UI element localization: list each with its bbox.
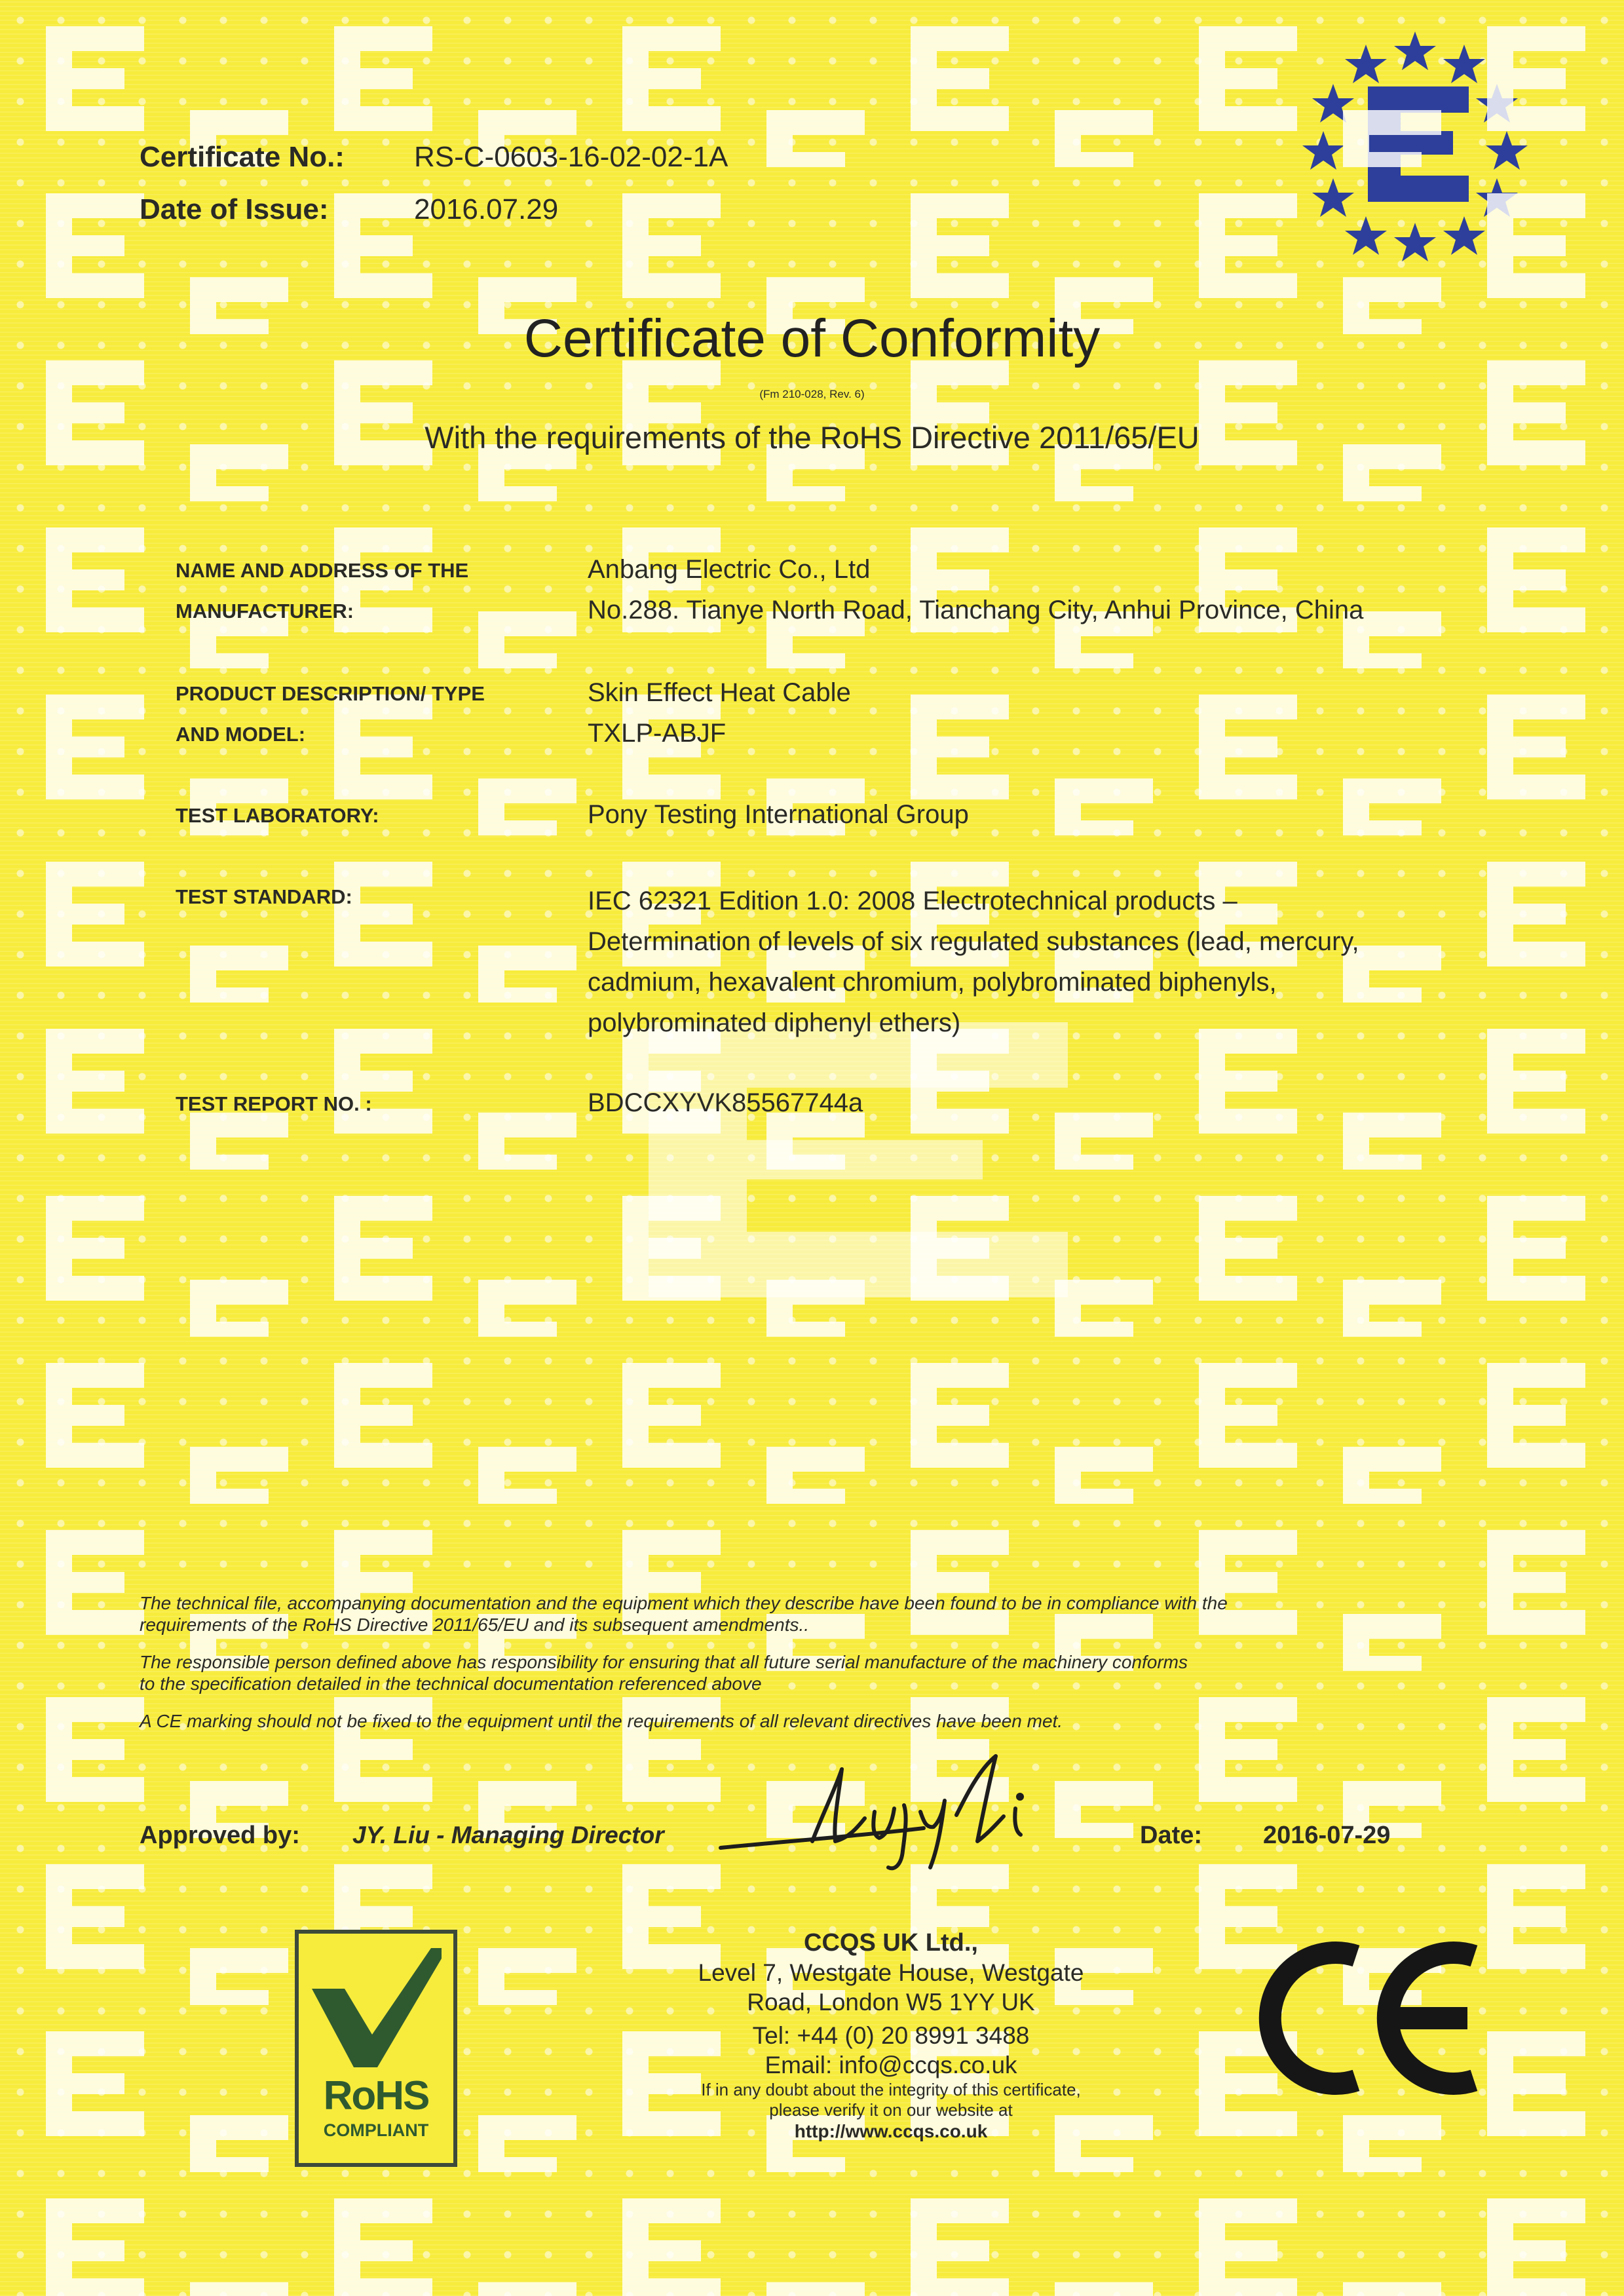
rohs-compliant-badge	[295, 1930, 457, 2167]
product-label-line: PRODUCT DESCRIPTION/ TYPE	[176, 682, 485, 705]
compliance-statement	[140, 1592, 1502, 1636]
certificate-no-value: RS-C-0603-16-02-02-1A	[414, 141, 728, 173]
statement-line: requirements of the RoHS Directive 2011/65/EU and its subsequent amendments..	[140, 1615, 810, 1635]
page-title: Certificate of Conformity	[523, 309, 1101, 368]
product-label	[176, 674, 542, 755]
statement-line: A CE marking should not be fixed to the equipment until the requirements of all relevant directives have been met.	[140, 1711, 1063, 1731]
manufacturer-label-line: MANUFACTURER:	[176, 600, 354, 622]
rohs-compliant-text: COMPLIANT	[323, 2120, 429, 2140]
checkmark-icon	[307, 1943, 445, 2074]
approval-date-value: 2016-07-29	[1263, 1822, 1391, 1849]
test-standard-line: IEC 62321 Edition 1.0: 2008 Electrotechnical products –	[588, 887, 1237, 915]
manufacturer-value	[588, 549, 1518, 630]
ce-mark-icon	[1258, 1936, 1487, 2100]
approver-name: JY. Liu - Managing Director	[352, 1822, 664, 1848]
product-description: Skin Effect Heat Cable	[588, 678, 851, 707]
issuer-address-line: Road, London W5 1YY UK	[747, 1989, 1035, 2016]
ce-marking-statement	[140, 1710, 1502, 1732]
statement-line: The responsible person defined above has responsibility for ensuring that all future serial manufacture of the machinery conforms	[140, 1652, 1188, 1672]
manufacturer-label-line: NAME AND ADDRESS OF THE	[176, 559, 469, 582]
statement-line: to the specification detailed in the technical documentation referenced above	[140, 1674, 762, 1694]
test-report-value: BDCCXYVK85567744a	[588, 1088, 863, 1117]
test-standard-value	[588, 881, 1518, 1043]
manufacturer-name: Anbang Electric Co., Ltd	[588, 555, 871, 584]
approval-date-label: Date:	[1140, 1822, 1203, 1849]
product-value	[588, 672, 1518, 754]
test-standard-line: polybrominated diphenyl ethers)	[588, 1008, 961, 1037]
issuer-company: CCQS UK Ltd.,	[804, 1929, 978, 1957]
manufacturer-address: No.288. Tianye North Road, Tianchang City, Anhui Province, China	[588, 596, 1364, 624]
verification-note: If in any doubt about the integrity of this certificate,	[701, 2080, 1081, 2099]
responsibility-statement	[140, 1651, 1502, 1694]
test-standard-line: Determination of levels of six regulated substances (lead, mercury,	[588, 927, 1359, 956]
certificate-no-label: Certificate No.:	[140, 141, 345, 173]
date-of-issue-label: Date of Issue:	[140, 193, 329, 225]
rohs-text: RoHS	[323, 2073, 429, 2118]
date-of-issue-value: 2016.07.29	[414, 193, 559, 225]
statement-line: The technical file, accompanying documentation and the equipment which they describe have been found to be in compliance with the	[140, 1593, 1228, 1613]
test-report-label: TEST REPORT NO. :	[176, 1092, 372, 1115]
form-reference: (Fm 210-028, Rev. 6)	[759, 388, 865, 400]
issuer-email: Email: info@ccqs.co.uk	[765, 2052, 1017, 2078]
test-laboratory-value: Pony Testing International Group	[588, 800, 969, 829]
product-label-line: AND MODEL:	[176, 723, 306, 746]
issuer-address-block	[576, 1928, 1205, 2143]
verification-note: please verify it on our website at	[769, 2100, 1013, 2120]
test-standard-line: cadmium, hexavalent chromium, polybrominated biphenyls,	[588, 968, 1277, 997]
issuer-website-link[interactable]: http://www.ccqs.co.uk	[794, 2121, 988, 2141]
approved-by-label: Approved by:	[140, 1822, 300, 1849]
page-subtitle: With the requirements of the RoHS Directive 2011/65/EU	[425, 420, 1199, 455]
product-model: TXLP-ABJF	[588, 719, 727, 748]
issuer-address-line: Level 7, Westgate House, Westgate	[698, 1959, 1084, 1986]
test-laboratory-label: TEST LABORATORY:	[176, 804, 379, 827]
issuer-tel: Tel: +44 (0) 20 8991 3488	[752, 2022, 1030, 2049]
manufacturer-label	[176, 550, 542, 632]
signature-image	[708, 1743, 1048, 1874]
test-standard-label: TEST STANDARD:	[176, 885, 352, 908]
